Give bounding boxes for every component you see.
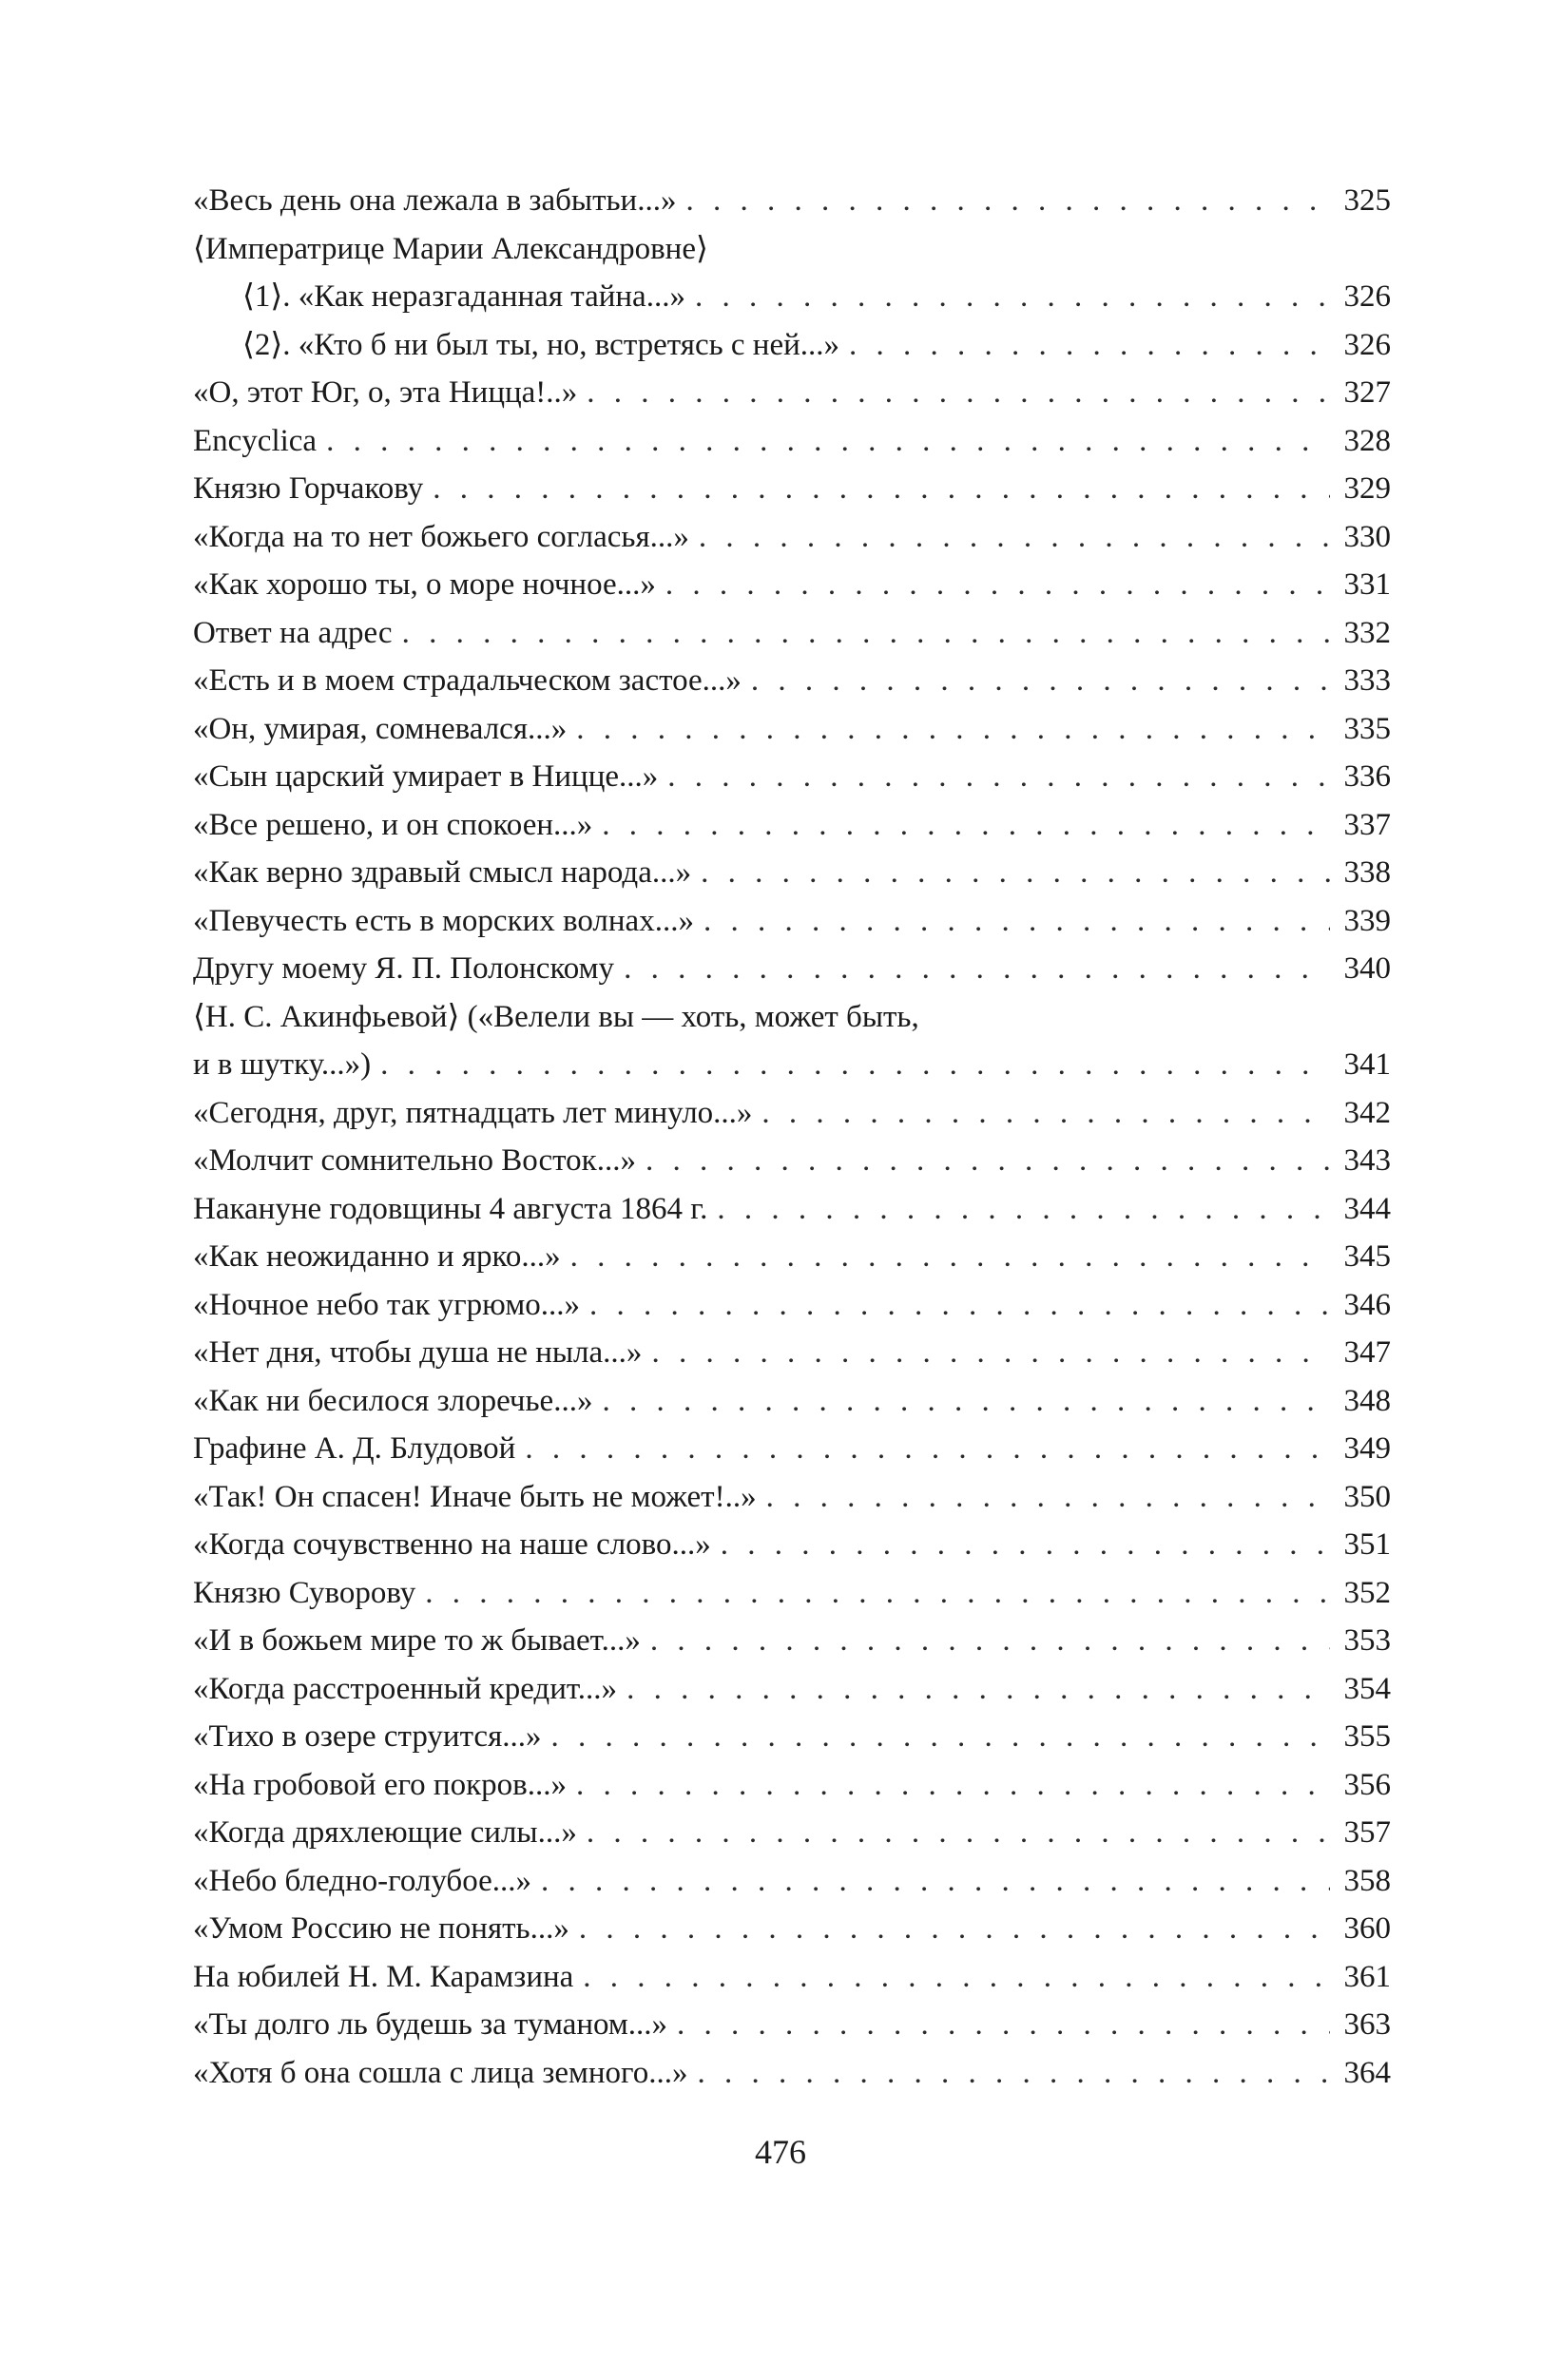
- dot-leader: [402, 609, 1330, 658]
- toc-entry-title: Князю Суворову: [193, 1575, 416, 1610]
- toc-entry-page: 351: [1343, 1527, 1391, 1562]
- toc-entry-title: «Небо бледно-голубое...»: [193, 1863, 532, 1898]
- toc-entry-title: «Как верно здравый смысл народа...»: [193, 855, 692, 890]
- dot-leader: [751, 657, 1330, 705]
- toc-entry-page: 341: [1343, 1047, 1391, 1082]
- dot-leader: [698, 2049, 1330, 2098]
- toc-entry: [193, 1185, 1391, 1234]
- toc-entry-page: 354: [1343, 1671, 1391, 1706]
- toc-entry-title: «Как ни бесилося злоречье...»: [193, 1383, 593, 1418]
- toc-entry: [193, 1329, 1391, 1377]
- toc-entry-title: На юбилей Н. М. Карамзина: [193, 1959, 574, 1994]
- dot-leader: [626, 1665, 1330, 1714]
- toc-entry: [193, 225, 1391, 274]
- toc-entry-page: 347: [1343, 1335, 1391, 1370]
- toc-entry-title: «Когда на то нет божьего согласья...»: [193, 519, 689, 554]
- toc-entry: [193, 753, 1391, 801]
- toc-entry: [193, 1713, 1391, 1761]
- toc-entry-page: 346: [1343, 1287, 1391, 1322]
- dot-leader: [721, 1521, 1330, 1569]
- dot-leader: [665, 561, 1330, 609]
- toc-entry-page: 353: [1343, 1623, 1391, 1658]
- toc-entry-title: ⟨Императрице Марии Александровне⟩: [193, 231, 708, 266]
- toc-entry: [193, 801, 1391, 850]
- toc-entry-title: Encyclica: [193, 423, 318, 458]
- dot-leader: [667, 753, 1330, 801]
- toc-entry: [193, 1281, 1391, 1330]
- toc-entry: [193, 321, 1391, 370]
- toc-entry-title: «Тихо в озере струится...»: [193, 1719, 542, 1754]
- dot-leader: [380, 1041, 1330, 1089]
- toc-entry-page: 348: [1343, 1383, 1391, 1418]
- toc-entry: [193, 609, 1391, 658]
- toc-entry: [193, 849, 1391, 897]
- toc-entry-title: «Сегодня, друг, пятнадцать лет минуло...»: [193, 1095, 753, 1130]
- toc-entry-title: «Хотя б она сошла с лица земного...»: [193, 2055, 688, 2090]
- toc-entry-title: «На гробовой его покров...»: [193, 1767, 567, 1802]
- dot-leader: [701, 849, 1330, 897]
- toc-entry-title: «Когда дряхлеющие силы...»: [193, 1815, 577, 1850]
- dot-leader: [650, 1617, 1330, 1665]
- toc-entry: [193, 1233, 1391, 1281]
- toc-entry-title: «Есть и в моем страдальческом застое...»: [193, 663, 742, 698]
- dot-leader: [579, 1905, 1330, 1953]
- toc-entry: [193, 1041, 1391, 1089]
- toc-entry-page: 356: [1343, 1767, 1391, 1802]
- toc-entry: [193, 945, 1391, 993]
- dot-leader: [570, 1233, 1330, 1281]
- dot-leader: [587, 1809, 1330, 1857]
- toc-entry-page: 326: [1343, 279, 1391, 314]
- toc-entry: [193, 1521, 1391, 1569]
- toc-entry-title: ⟨1⟩. «Как неразгаданная тайна...»: [242, 279, 685, 314]
- toc-entry: [193, 1137, 1391, 1185]
- toc-entry-page: 364: [1343, 2055, 1391, 2090]
- toc-entry-title: «О, этот Юг, о, эта Ницца!..»: [193, 375, 578, 410]
- dot-leader: [576, 1761, 1330, 1810]
- toc-entry-title: «Сын царский умирает в Ницце...»: [193, 759, 659, 794]
- toc-entry-page: 344: [1343, 1191, 1391, 1226]
- toc-entry: [193, 465, 1391, 513]
- dot-leader: [685, 177, 1330, 225]
- toc-entry-title: «Все решено, и он спокоен...»: [193, 807, 593, 842]
- toc-entry-page: 325: [1343, 183, 1391, 218]
- toc-entry: [193, 1905, 1391, 1953]
- table-of-contents: [193, 177, 1391, 2097]
- toc-entry-title: и в шутку...»): [193, 1047, 372, 1082]
- toc-entry: [193, 1665, 1391, 1714]
- toc-entry-page: 345: [1343, 1239, 1391, 1274]
- dot-leader: [602, 1377, 1330, 1426]
- toc-entry: [193, 1473, 1391, 1522]
- dot-leader: [761, 1089, 1330, 1138]
- toc-entry: [193, 177, 1391, 225]
- dot-leader: [624, 945, 1330, 993]
- toc-entry: [193, 1425, 1391, 1473]
- dot-leader: [589, 1281, 1330, 1330]
- dot-leader: [541, 1857, 1330, 1906]
- toc-entry-page: 358: [1343, 1863, 1391, 1898]
- toc-entry-title: «Как хорошо ты, о море ночное...»: [193, 567, 656, 602]
- toc-entry-title: ⟨Н. С. Акинфьевой⟩ («Велели вы — хоть, может быть,: [193, 999, 919, 1034]
- toc-entry-title: «Весь день она лежала в забытьи...»: [193, 183, 677, 218]
- toc-entry: [193, 513, 1391, 562]
- toc-entry: [193, 2049, 1391, 2098]
- toc-entry: [193, 1569, 1391, 1618]
- toc-entry-title: «Ты долго ль будешь за туманом...»: [193, 2007, 668, 2042]
- dot-leader: [695, 273, 1330, 321]
- dot-leader: [677, 2001, 1330, 2049]
- toc-entry: [193, 993, 1391, 1042]
- dot-leader: [583, 1953, 1330, 2002]
- dot-leader: [651, 1329, 1330, 1377]
- dot-leader: [849, 321, 1330, 370]
- toc-entry: [193, 2001, 1391, 2049]
- dot-leader: [699, 513, 1330, 562]
- dot-leader: [717, 1185, 1330, 1234]
- toc-entry: [193, 369, 1391, 417]
- toc-entry-title: «Ночное небо так угрюмо...»: [193, 1287, 581, 1322]
- toc-entry-page: 350: [1343, 1479, 1391, 1514]
- toc-entry-page: 331: [1343, 567, 1391, 602]
- dot-leader: [525, 1425, 1330, 1473]
- toc-entry-page: 327: [1343, 375, 1391, 410]
- toc-entry-page: 340: [1343, 951, 1391, 986]
- dot-leader: [602, 801, 1330, 850]
- toc-entry-page: 333: [1343, 663, 1391, 698]
- toc-entry-title: Князю Горчакову: [193, 471, 424, 506]
- dot-leader: [425, 1569, 1330, 1618]
- dot-leader: [551, 1713, 1331, 1761]
- toc-entry-title: «Он, умирая, сомневался...»: [193, 711, 568, 746]
- toc-entry-page: 360: [1343, 1911, 1391, 1946]
- toc-entry: [193, 1761, 1391, 1810]
- toc-entry-title: «И в божьем мире то ж бывает...»: [193, 1623, 641, 1658]
- toc-entry-page: 332: [1343, 615, 1391, 650]
- dot-leader: [326, 417, 1330, 466]
- toc-entry-page: 326: [1343, 327, 1391, 362]
- toc-entry-page: 361: [1343, 1959, 1391, 1994]
- toc-entry: [193, 1857, 1391, 1906]
- toc-entry: [193, 1089, 1391, 1138]
- toc-entry-title: «Певучесть есть в морских волнах...»: [193, 903, 694, 938]
- toc-entry-page: 330: [1343, 519, 1391, 554]
- toc-entry-title: «Умом Россию не понять...»: [193, 1911, 569, 1946]
- toc-entry: [193, 561, 1391, 609]
- toc-entry-page: 335: [1343, 711, 1391, 746]
- toc-entry-title: Другу моему Я. П. Полонскому: [193, 951, 615, 986]
- dot-leader: [703, 897, 1330, 946]
- dot-leader: [766, 1473, 1330, 1522]
- dot-leader: [433, 465, 1330, 513]
- toc-entry-page: 338: [1343, 855, 1391, 890]
- toc-entry-page: 339: [1343, 903, 1391, 938]
- toc-entry-page: 349: [1343, 1431, 1391, 1466]
- toc-entry: [193, 1617, 1391, 1665]
- toc-entry-page: 342: [1343, 1095, 1391, 1130]
- dot-leader: [587, 369, 1330, 417]
- toc-entry-title: «Нет дня, чтобы душа не ныла...»: [193, 1335, 643, 1370]
- toc-entry-page: 357: [1343, 1815, 1391, 1850]
- toc-entry-title: «Так! Он спасен! Иначе быть не может!..»: [193, 1479, 757, 1514]
- toc-entry: [193, 417, 1391, 466]
- toc-entry-title: «Как неожиданно и ярко...»: [193, 1239, 561, 1274]
- toc-entry-page: 343: [1343, 1143, 1391, 1178]
- toc-entry-title: «Молчит сомнительно Восток...»: [193, 1143, 636, 1178]
- toc-entry-title: «Когда расстроенный кредит...»: [193, 1671, 618, 1706]
- toc-entry-title: Графине А. Д. Блудовой: [193, 1431, 516, 1466]
- toc-entry: [193, 657, 1391, 705]
- toc-entry-title: Ответ на адрес: [193, 615, 393, 650]
- toc-entry-page: 352: [1343, 1575, 1391, 1610]
- toc-entry-page: 328: [1343, 423, 1391, 458]
- dot-leader: [576, 705, 1330, 754]
- toc-entry-page: 355: [1343, 1719, 1391, 1754]
- toc-entry: [193, 273, 1391, 321]
- toc-entry: [193, 897, 1391, 946]
- dot-leader: [646, 1137, 1330, 1185]
- toc-entry-title: Накануне годовщины 4 августа 1864 г.: [193, 1191, 708, 1226]
- toc-entry: [193, 705, 1391, 754]
- toc-entry-page: 337: [1343, 807, 1391, 842]
- toc-entry: [193, 1953, 1391, 2002]
- toc-entry: [193, 1809, 1391, 1857]
- toc-entry-title: ⟨2⟩. «Кто б ни был ты, но, встретясь с ней...»: [242, 327, 840, 362]
- toc-entry-title: «Когда сочувственно на наше слово...»: [193, 1527, 711, 1562]
- toc-entry-page: 363: [1343, 2007, 1391, 2042]
- toc-entry: [193, 1377, 1391, 1426]
- page-number: 476: [755, 2133, 806, 2171]
- toc-entry-page: 336: [1343, 759, 1391, 794]
- toc-entry-page: 329: [1343, 471, 1391, 506]
